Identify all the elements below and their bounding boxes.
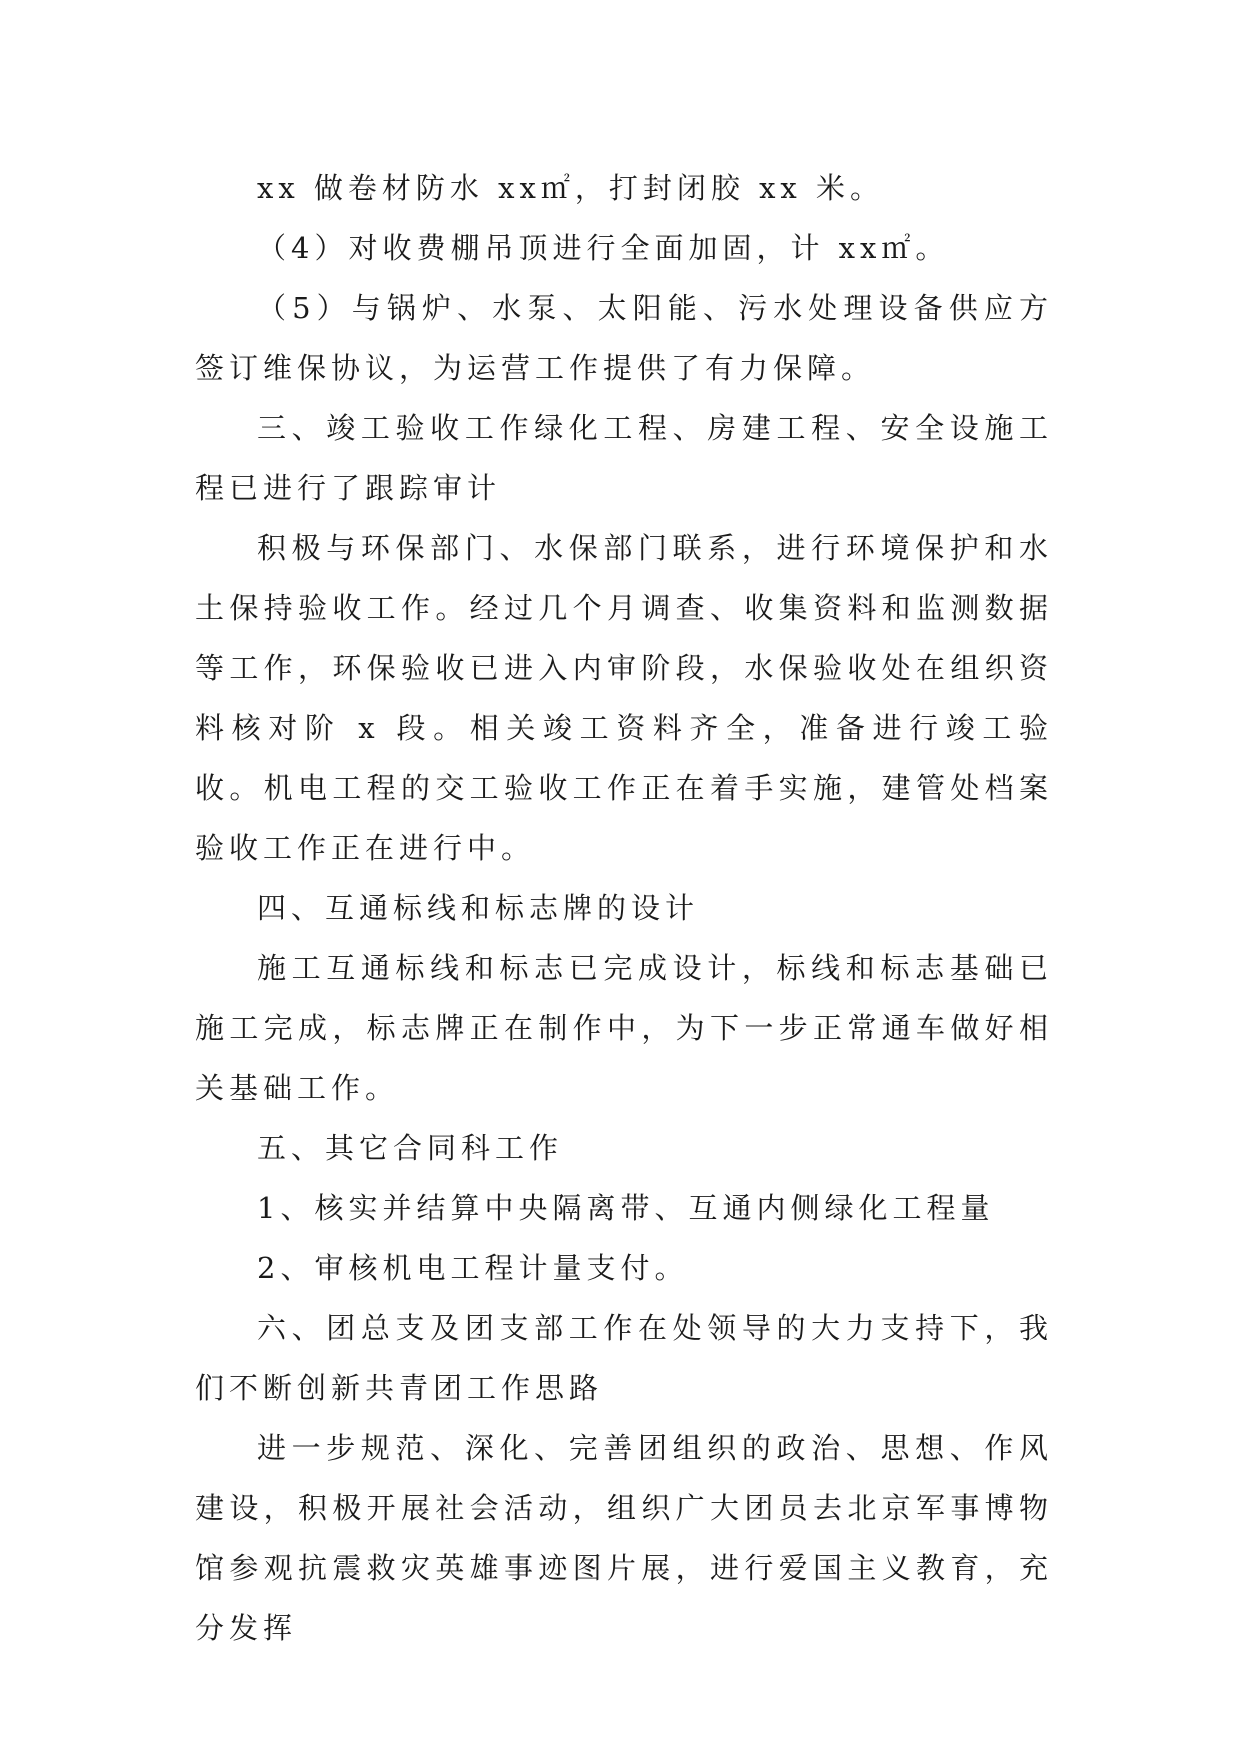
section-heading-3: 三、竣工验收工作绿化工程、房建工程、安全设施工程已进行了跟踪审计 — [195, 411, 1053, 505]
list-item-2: 2、审核机电工程计量支付。 — [257, 1251, 689, 1285]
section-heading-5: 五、其它合同科工作 — [257, 1131, 564, 1165]
section-heading-4: 四、互通标线和标志牌的设计 — [257, 891, 700, 925]
list-item-1: 1、核实并结算中央隔离带、互通内侧绿化工程量 — [257, 1191, 995, 1225]
section-heading-6: 六、团总支及团支部工作在处领导的大力支持下，我们不断创新共青团工作思路 — [195, 1311, 1053, 1405]
paragraph-item-5: （5）与锅炉、水泵、太阳能、污水处理设备供应方签订维保协议，为运营工作提供了有力保障。 — [195, 291, 1053, 385]
paragraph-waterproofing: xx 做卷材防水 xx㎡，打封闭胶 xx 米。 — [257, 171, 885, 205]
paragraph-youth-league: 进一步规范、深化、完善团组织的政治、思想、作风建设，积极开展社会活动，组织广大团员去北京军事博物馆参观抗震救灾英雄事迹图片展，进行爱国主义教育，充分发挥 — [195, 1431, 1053, 1645]
paragraph-acceptance: 积极与环保部门、水保部门联系，进行环境保护和水土保持验收工作。经过几个月调查、收集资料和监测数据等工作，环保验收已进入内审阶段，水保验收处在组织资料核对阶 x 段。相关竣工资料齐全，准备进行竣工验收。机电工程的交工验收工作正在着手实施，建管处档案验收工作正在进行中。 — [195, 531, 1053, 865]
document-body — [195, 158, 1053, 1658]
paragraph-signage: 施工互通标线和标志已完成设计，标线和标志基础已施工完成，标志牌正在制作中，为下一步正常通车做好相关基础工作。 — [195, 951, 1053, 1105]
paragraph-item-4: （4）对收费棚吊顶进行全面加固，计 xx㎡。 — [257, 231, 950, 265]
